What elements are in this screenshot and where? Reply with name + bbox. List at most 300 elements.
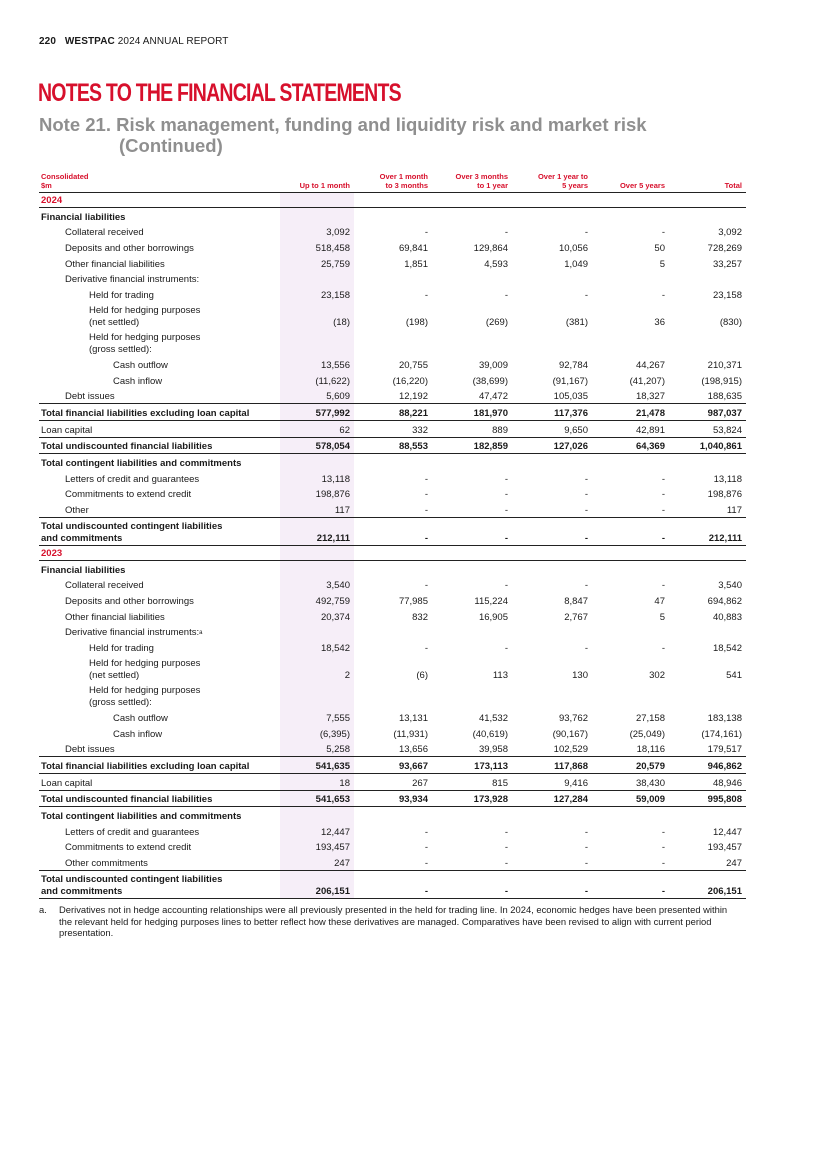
- cell-value: -: [432, 518, 512, 546]
- cell-value: 113: [492, 670, 508, 682]
- cell-value: -: [584, 580, 588, 592]
- cell-value: 20,755: [398, 359, 428, 371]
- table-row: [39, 854, 746, 870]
- cell-value: 27,158: [635, 712, 665, 724]
- cell-value: 40,883: [712, 611, 742, 623]
- footnote-mark: a.: [39, 904, 47, 915]
- cell-value: (381): [565, 317, 588, 329]
- cell-value: 577,992: [280, 404, 354, 421]
- cell-value: 5: [659, 611, 665, 623]
- cell-value: 332: [354, 420, 432, 437]
- row-label: Letters of credit and guarantees: [65, 826, 200, 838]
- cell-value: 50: [654, 243, 665, 255]
- cell-value: -: [512, 871, 592, 899]
- cell-value: -: [592, 871, 669, 899]
- cell-value: 41,532: [478, 712, 508, 724]
- cell-value: -: [661, 473, 665, 485]
- cell-value: 88,221: [354, 404, 432, 421]
- row-label: Deposits and other borrowings: [65, 596, 194, 608]
- note-title-text: Note 21. Risk management, funding and liquidity risk and market risk: [39, 114, 647, 135]
- cell-value: -: [354, 871, 432, 899]
- table-row: [39, 404, 746, 421]
- cell-value: (41,207): [629, 375, 665, 387]
- cell-value: 183,138: [707, 712, 742, 724]
- col-header-up-to-1-month: Up to 1 month: [280, 170, 354, 193]
- cell-value: 93,762: [558, 712, 588, 724]
- row-label: Debt issues: [65, 391, 115, 403]
- table-row: [39, 757, 746, 774]
- cell-value: 117,376: [512, 404, 592, 421]
- cell-value: 77,985: [398, 596, 428, 608]
- cell-value: -: [661, 826, 665, 838]
- row-label: Cash inflow: [113, 728, 163, 740]
- table-row: [39, 286, 746, 302]
- cell-value: 105,035: [553, 391, 588, 403]
- cell-value: (830): [719, 317, 742, 329]
- row-label: Letters of credit and guarantees: [65, 473, 200, 485]
- cell-value: 9,650: [512, 420, 592, 437]
- table-row: [39, 709, 746, 725]
- cell-value: 3,092: [718, 227, 742, 239]
- cell-value: [432, 454, 512, 470]
- cell-value: 3,540: [718, 580, 742, 592]
- row-label: Deposits and other borrowings: [65, 243, 194, 255]
- cell-value: [354, 454, 432, 470]
- table-row: [39, 807, 746, 823]
- cell-value: 48,946: [669, 773, 746, 790]
- cell-value: 4,593: [484, 258, 508, 270]
- page-header: [39, 36, 229, 47]
- section-heading-row: [39, 208, 746, 224]
- row-label: Other commitments: [39, 854, 280, 870]
- cell-value: 93,667: [354, 757, 432, 774]
- year-label: 2024: [39, 193, 280, 208]
- cell-value: -: [661, 227, 665, 239]
- cell-value: 188,635: [707, 391, 742, 403]
- row-label: Total undiscounted financial liabilities: [39, 790, 280, 807]
- cell-value: 728,269: [707, 243, 742, 255]
- cell-value: 541,635: [280, 757, 354, 774]
- cell-value: (18): [280, 302, 354, 329]
- cell-value: (6,395): [280, 725, 354, 741]
- cell-value: 541: [726, 670, 742, 682]
- cell-value: 193,457: [707, 842, 742, 854]
- cell-value: 946,862: [669, 757, 746, 774]
- cell-value: [592, 329, 669, 356]
- cell-value: 64,369: [592, 437, 669, 454]
- cell-value: -: [354, 501, 432, 517]
- cell-value: 182,859: [432, 437, 512, 454]
- cell-value: -: [432, 871, 512, 899]
- table-row: [39, 388, 746, 404]
- row-label: Held for trading: [89, 643, 154, 655]
- cell-value: [432, 329, 512, 356]
- table-row: [39, 437, 746, 454]
- cell-value: -: [354, 518, 432, 546]
- cell-value: 492,759: [280, 592, 354, 608]
- cell-value: (11,931): [393, 728, 428, 740]
- cell-value: -: [504, 473, 508, 485]
- cell-value: (174,161): [701, 728, 742, 740]
- cell-value: 198,876: [280, 486, 354, 502]
- cell-value: [280, 682, 354, 709]
- cell-value: 69,841: [398, 243, 428, 255]
- cell-value: 53,824: [669, 420, 746, 437]
- table-row: [39, 682, 746, 709]
- cell-value: 987,037: [669, 404, 746, 421]
- row-label: Total undiscounted financial liabilities: [39, 437, 280, 454]
- cell-value: 44,267: [635, 359, 665, 371]
- row-label: Commitments to extend credit: [65, 842, 192, 854]
- cell-value: 18: [280, 773, 354, 790]
- row-label: Total undiscounted contingent liabilities and commitments: [39, 871, 280, 899]
- cell-value: [280, 807, 354, 823]
- cell-value: 38,430: [592, 773, 669, 790]
- cell-value: -: [584, 473, 588, 485]
- cell-value: 7,555: [280, 709, 354, 725]
- cell-value: [512, 624, 592, 640]
- row-label: Loan capital: [39, 773, 280, 790]
- cell-value: [669, 807, 746, 823]
- table-section-2024: [39, 193, 746, 546]
- table-row: [39, 255, 746, 271]
- cell-value: -: [354, 854, 432, 870]
- cell-value: 173,113: [432, 757, 512, 774]
- section-heading-row: [39, 561, 746, 577]
- cell-value: [592, 624, 669, 640]
- cell-value: 23,158: [280, 286, 354, 302]
- cell-value: -: [661, 290, 665, 302]
- table-row: [39, 420, 746, 437]
- cell-value: 39,958: [478, 744, 508, 756]
- note-title: [39, 114, 739, 156]
- cell-value: [280, 454, 354, 470]
- cell-value: 23,158: [712, 290, 742, 302]
- cell-value: -: [504, 580, 508, 592]
- cell-value: 18,116: [636, 744, 665, 756]
- cell-value: 42,891: [592, 420, 669, 437]
- cell-value: (269): [485, 317, 508, 329]
- table-row: [39, 871, 746, 899]
- note-continued: (Continued): [119, 135, 223, 156]
- cell-value: 59,009: [592, 790, 669, 807]
- cell-value: 13,556: [280, 356, 354, 372]
- section-heading: Financial liabilities: [41, 211, 126, 223]
- table-row: [39, 329, 746, 356]
- cell-value: -: [504, 227, 508, 239]
- cell-value: 578,054: [280, 437, 354, 454]
- table-row: [39, 239, 746, 255]
- row-label: Held for hedging purposes (net settled): [89, 658, 201, 682]
- footnote: [39, 904, 739, 939]
- cell-value: [592, 682, 669, 709]
- table-row: [39, 372, 746, 388]
- cell-value: 12,447: [712, 826, 742, 838]
- row-label: Total undiscounted contingent liabilities and commitments: [39, 518, 280, 546]
- cell-value: -: [504, 826, 508, 838]
- cell-value: 9,416: [512, 773, 592, 790]
- table-row: [39, 470, 746, 486]
- table-row: [39, 839, 746, 855]
- cell-value: 2,767: [564, 611, 588, 623]
- cell-value: -: [512, 854, 592, 870]
- cell-value: 995,808: [669, 790, 746, 807]
- cell-value: 18,327: [635, 391, 665, 403]
- cell-value: 832: [412, 611, 428, 623]
- cell-value: [354, 624, 432, 640]
- row-label: Held for trading: [89, 290, 154, 302]
- cell-value: 36: [654, 317, 665, 329]
- cell-value: -: [424, 489, 428, 501]
- cell-value: 206,151: [669, 871, 746, 899]
- table-row: [39, 608, 746, 624]
- cell-value: -: [584, 842, 588, 854]
- cell-value: [432, 271, 512, 287]
- section-title: NOTES TO THE FINANCIAL STATEMENTS: [38, 79, 401, 107]
- table-row: [39, 501, 746, 517]
- cell-value: -: [584, 826, 588, 838]
- cell-value: -: [432, 501, 512, 517]
- col-header-1-to-5-years: Over 1 year to 5 years: [512, 170, 592, 193]
- row-label: Total contingent liabilities and commitments: [41, 457, 242, 469]
- cell-value: [354, 271, 432, 287]
- cell-value: 8,847: [564, 596, 588, 608]
- row-label: Other financial liabilities: [65, 258, 165, 270]
- cell-value: (90,167): [552, 728, 588, 740]
- table-row: [39, 592, 746, 608]
- cell-value: 92,784: [558, 359, 588, 371]
- row-label: Total financial liabilities excluding loan capital: [39, 404, 280, 421]
- cell-value: [432, 624, 512, 640]
- table-row: [39, 302, 746, 329]
- table-row: [39, 224, 746, 240]
- cell-value: 5,258: [280, 741, 354, 757]
- year-row: [39, 193, 746, 208]
- cell-value: 93,934: [354, 790, 432, 807]
- cell-value: 212,111: [669, 518, 746, 546]
- row-label: Other financial liabilities: [65, 611, 165, 623]
- cell-value: 47: [654, 596, 665, 608]
- cell-value: [354, 682, 432, 709]
- col-header-3-to-12-months: Over 3 months to 1 year: [432, 170, 512, 193]
- row-label: Total financial liabilities excluding loan capital: [39, 757, 280, 774]
- cell-value: -: [661, 489, 665, 501]
- table-row: [39, 725, 746, 741]
- year-row: [39, 546, 746, 561]
- cell-value: 18,542: [712, 643, 742, 655]
- cell-value: 179,517: [707, 744, 742, 756]
- cell-value: 13,656: [398, 744, 428, 756]
- report-name: 2024 ANNUAL REPORT: [117, 36, 229, 47]
- cell-value: -: [424, 580, 428, 592]
- row-label: Loan capital: [39, 420, 280, 437]
- cell-value: -: [504, 643, 508, 655]
- cell-value: 889: [432, 420, 512, 437]
- table-row: [39, 639, 746, 655]
- cell-value: -: [592, 854, 669, 870]
- cell-value: 518,458: [280, 239, 354, 255]
- cell-value: -: [584, 489, 588, 501]
- cell-value: [512, 271, 592, 287]
- row-label: Cash outflow: [113, 712, 168, 724]
- row-label: Debt issues: [65, 744, 115, 756]
- cell-value: -: [584, 643, 588, 655]
- cell-value: 130: [572, 670, 588, 682]
- cell-value: 39,009: [478, 359, 508, 371]
- table-row: [39, 773, 746, 790]
- cell-value: [592, 807, 669, 823]
- year-label: 2023: [39, 546, 280, 561]
- col-header-over-5-years: Over 5 years: [592, 170, 669, 193]
- table-row: [39, 454, 746, 470]
- cell-value: 247: [280, 854, 354, 870]
- brand-name: WESTPAC: [64, 36, 115, 47]
- col-header-total: Total: [669, 170, 746, 193]
- cell-value: (11,622): [280, 372, 354, 388]
- footnote-text: Derivatives not in hedge accounting relationships were all previously presented in the held for trading line. In 2024, economic hedges have been presented within the relevant held for hedging purposes lines to better reflect how these derivatives are managed. Comparatives have been revised to align with current period presentation.: [59, 904, 728, 938]
- cell-value: 210,371: [707, 359, 742, 371]
- cell-value: 267: [354, 773, 432, 790]
- table-row: [39, 356, 746, 372]
- cell-value: 206,151: [280, 871, 354, 899]
- cell-value: 5: [659, 258, 665, 270]
- row-label: Cash outflow: [113, 359, 168, 371]
- cell-value: 694,862: [707, 596, 742, 608]
- col-header-label: Consolidated $m: [39, 170, 280, 193]
- cell-value: 10,056: [558, 243, 588, 255]
- row-label: Total contingent liabilities and commitments: [41, 810, 242, 822]
- cell-value: 12,192: [398, 391, 428, 403]
- table-row: [39, 271, 746, 287]
- cell-value: 33,257: [712, 258, 742, 270]
- cell-value: (198,915): [701, 375, 742, 387]
- cell-value: -: [424, 826, 428, 838]
- cell-value: -: [424, 290, 428, 302]
- table-row: [39, 790, 746, 807]
- cell-value: 20,579: [592, 757, 669, 774]
- cell-value: [280, 624, 354, 640]
- table-row: [39, 577, 746, 593]
- cell-value: 3,092: [280, 224, 354, 240]
- cell-value: [669, 329, 746, 356]
- cell-value: 13,118: [280, 470, 354, 486]
- cell-value: -: [661, 643, 665, 655]
- cell-value: [669, 454, 746, 470]
- cell-value: 5,609: [280, 388, 354, 404]
- cell-value: -: [592, 518, 669, 546]
- page-number: 220: [39, 36, 56, 47]
- cell-value: 173,928: [432, 790, 512, 807]
- row-label: Commitments to extend credit: [65, 489, 192, 501]
- cell-value: 25,759: [280, 255, 354, 271]
- cell-value: -: [504, 489, 508, 501]
- table-row: [39, 823, 746, 839]
- footnote-ref: a: [199, 630, 203, 637]
- cell-value: 102,529: [553, 744, 588, 756]
- row-label: Collateral received: [65, 227, 144, 239]
- cell-value: -: [424, 473, 428, 485]
- cell-value: [669, 624, 746, 640]
- cell-value: (40,619): [472, 728, 508, 740]
- cell-value: 117: [280, 501, 354, 517]
- row-label: Cash inflow: [113, 375, 163, 387]
- cell-value: 212,111: [280, 518, 354, 546]
- row-label: Collateral received: [65, 580, 144, 592]
- table-section-2023: [39, 546, 746, 899]
- cell-value: [669, 682, 746, 709]
- cell-value: 127,284: [512, 790, 592, 807]
- cell-value: 302: [649, 670, 665, 682]
- cell-value: 541,653: [280, 790, 354, 807]
- cell-value: 117,868: [512, 757, 592, 774]
- table-row: [39, 741, 746, 757]
- cell-value: [432, 807, 512, 823]
- cell-value: -: [432, 854, 512, 870]
- cell-value: -: [424, 842, 428, 854]
- row-label: Held for hedging purposes (gross settled):: [89, 332, 201, 356]
- cell-value: 127,026: [512, 437, 592, 454]
- cell-value: 2: [280, 655, 354, 682]
- cell-value: [354, 807, 432, 823]
- row-label: Held for hedging purposes (net settled): [89, 305, 201, 329]
- row-label: Derivative financial instruments:$^a$: [65, 627, 203, 639]
- cell-value: 129,864: [473, 243, 508, 255]
- cell-value: (6): [416, 670, 428, 682]
- cell-value: -: [512, 518, 592, 546]
- table-row: [39, 486, 746, 502]
- row-label: Other: [39, 501, 280, 517]
- col-header-1-to-3-months: Over 1 month to 3 months: [354, 170, 432, 193]
- table-row: [39, 518, 746, 546]
- cell-value: (198): [405, 317, 428, 329]
- table-row: [39, 624, 746, 640]
- cell-value: -: [661, 842, 665, 854]
- cell-value: -: [512, 501, 592, 517]
- cell-value: -: [584, 227, 588, 239]
- cell-value: [512, 329, 592, 356]
- cell-value: [592, 271, 669, 287]
- cell-value: (91,167): [552, 375, 588, 387]
- cell-value: 198,876: [707, 489, 742, 501]
- cell-value: [432, 682, 512, 709]
- cell-value: [512, 682, 592, 709]
- cell-value: 1,040,861: [669, 437, 746, 454]
- cell-value: (16,220): [392, 375, 428, 387]
- cell-value: 1,851: [404, 258, 428, 270]
- row-label: Derivative financial instruments:: [65, 274, 200, 286]
- row-label: Held for hedging purposes (gross settled):: [89, 685, 201, 709]
- cell-value: 193,457: [280, 839, 354, 855]
- cell-value: -: [592, 501, 669, 517]
- cell-value: 16,905: [478, 611, 508, 623]
- cell-value: [592, 454, 669, 470]
- cell-value: 13,131: [398, 712, 428, 724]
- cell-value: 12,447: [280, 823, 354, 839]
- cell-value: 115,224: [474, 596, 508, 608]
- cell-value: 21,478: [592, 404, 669, 421]
- cell-value: 815: [432, 773, 512, 790]
- cell-value: -: [424, 227, 428, 239]
- liquidity-table: [39, 170, 746, 899]
- cell-value: (38,699): [472, 375, 508, 387]
- cell-value: -: [661, 580, 665, 592]
- section-heading: Financial liabilities: [41, 564, 126, 576]
- cell-value: [280, 271, 354, 287]
- cell-value: 181,970: [432, 404, 512, 421]
- cell-value: 1,049: [564, 258, 588, 270]
- cell-value: -: [504, 842, 508, 854]
- table-header-row: [39, 170, 746, 193]
